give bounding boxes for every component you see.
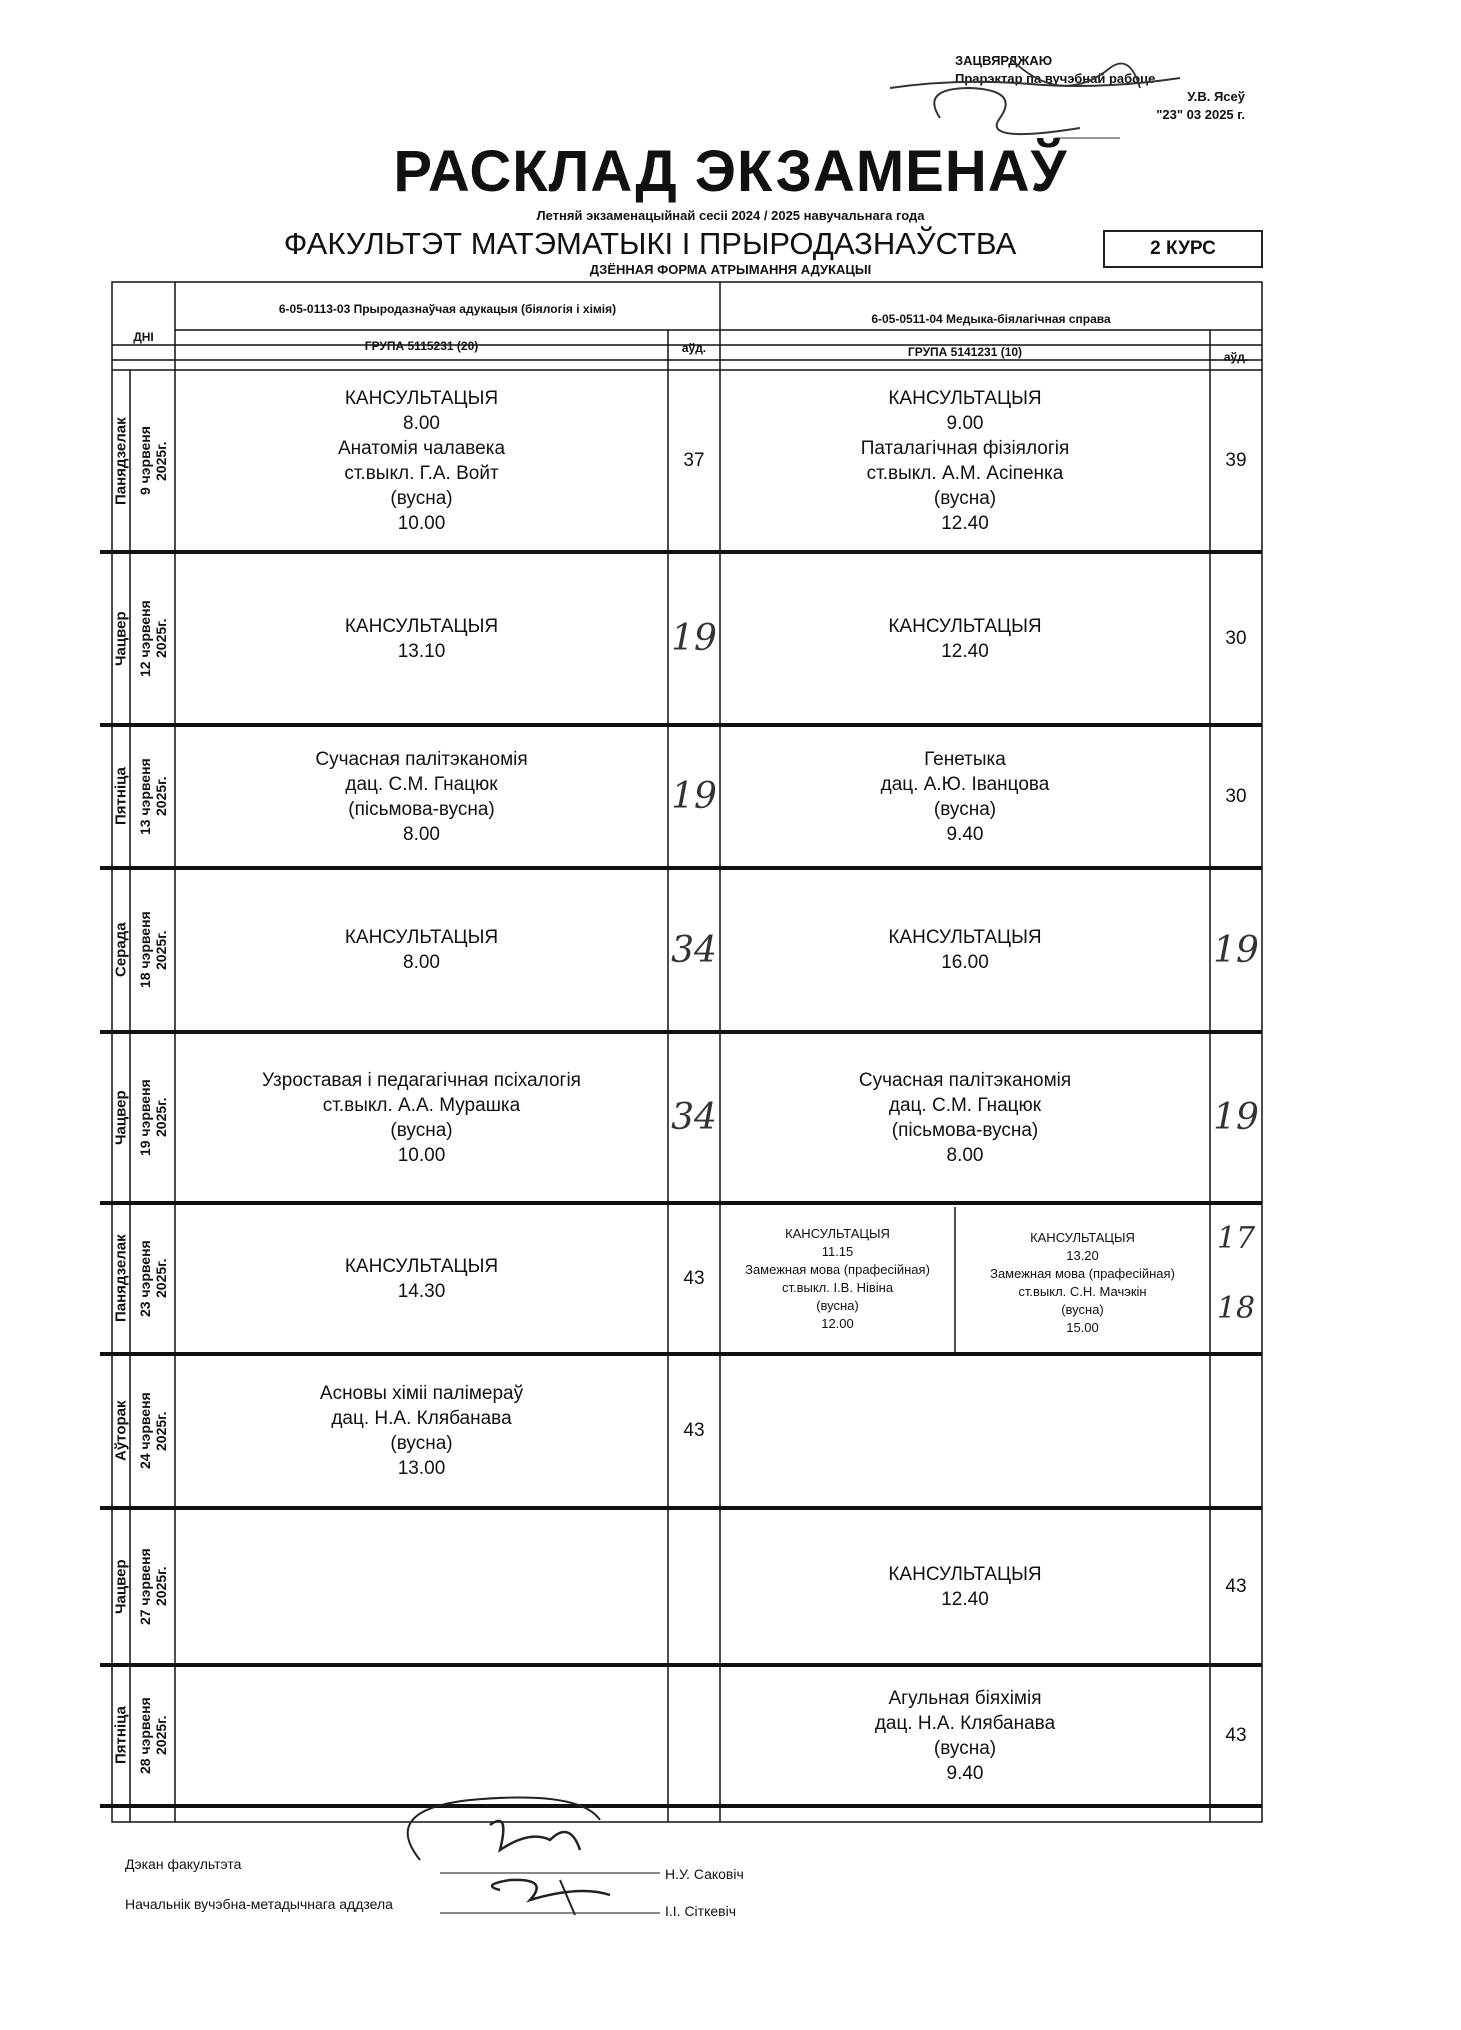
group2-cell-line: Сучасная палітэканомія [858,1069,1072,1091]
group2-cell [720,1354,1210,1508]
spec2-header: 6-05-0511-04 Медыка-біялагічная справа [871,312,1111,326]
group2-room: 39 [1225,450,1247,471]
group1-room: 37 [683,450,705,471]
group2-room: 43 [1225,1724,1247,1746]
group1-cell-line: 13.10 [397,640,446,662]
group2-cell-line: (вусна) [933,798,997,820]
group2-cell-line: КАНСУЛЬТАЦЫЯ [888,615,1042,637]
group1-cell [175,1354,668,1508]
group1-cell [175,725,668,868]
group2-cell-line: дац. С.М. Гнацюк [888,1094,1042,1116]
group1-cell-line: 8.00 [403,413,440,434]
group2-subgroup-b-line: Замежная мова (прафесійная) [990,1265,1175,1281]
group2-cell-line: Агульная біяхімія [888,1687,1042,1709]
group1-cell-line: (вусна) [390,1433,453,1454]
group1-cell [175,1203,668,1354]
group2-cell [720,1665,1210,1806]
group2-subgroup-b-line: ст.выкл. С.Н. Мачэкін [1018,1283,1147,1299]
room1-header: аўд. [681,341,707,355]
day-name: Чацвер [112,1559,130,1614]
group2-cell [720,552,1210,725]
group2-cell [720,725,1210,868]
group2-header: ГРУПА 5141231 (10) [907,345,1023,359]
group2-cell-line: дац. Н.А. Клябанава [874,1712,1056,1734]
group1-cell-line: 13.00 [397,1458,446,1479]
group2-cell-line: (вусна) [933,1737,997,1759]
group2-cell-line: Паталагічная фізіялогія [860,438,1070,459]
room2-header: аўд. [1223,350,1249,364]
day-name: Чацвер [112,1090,130,1145]
group2-subgroup-b-line: КАНСУЛЬТАЦЫЯ [1030,1229,1135,1245]
day-name: Панядзелак [112,417,130,505]
day-date: 19 чэрвеня 2025г. [137,1079,169,1156]
group2-cell-line: (вусна) [933,488,997,509]
group1-cell-line: 14.30 [397,1280,446,1302]
group2-cell-line: (пісьмова-вусна) [891,1119,1039,1141]
group1-cell [175,1508,668,1665]
group1-room: 19 [671,776,717,817]
days-header: ДНІ [133,330,154,344]
group1-cell-line: 10.00 [397,1144,446,1166]
group1-room: 43 [683,1420,705,1441]
group2-cell-line: 12.40 [941,640,989,662]
group2-cell-line: КАНСУЛЬТАЦЫЯ [888,927,1042,948]
group2-subgroup-a-line: 12.00 [821,1315,854,1331]
group2-cell [720,370,1210,552]
group2-cell [720,868,1210,1032]
day-date: 24 чэрвеня 2025г. [137,1392,169,1470]
day-date: 9 чэрвеня 2025г. [137,426,169,496]
group2-subgroup-a-line: 11.15 [821,1243,854,1259]
group2-subgroup-b-cell [955,1207,1210,1358]
group1-room: 34 [671,929,717,971]
group2-cell-line: 12.40 [941,513,989,534]
group1-cell-line: (пісьмова-вусна) [348,798,495,820]
group2-subgroup-a-line: ст.выкл. І.В. Нівіна [781,1279,894,1295]
group2-cell-line: КАНСУЛЬТАЦЫЯ [888,1563,1042,1585]
group1-cell-line: КАНСУЛЬТАЦЫЯ [344,927,499,948]
group1-cell-line: ст.выкл. Г.А. Войт [344,463,499,484]
day-name: Пятніца [112,1706,130,1765]
course-badge: 2 КУРС [1103,230,1263,268]
page-title: РАСКЛАД ЭКЗАМЕНАЎ [393,139,1068,204]
group1-room [668,1508,720,1665]
education-form: ДЗЁННАЯ ФОРМА АТРЫМАННЯ АДУКАЦЫІ [589,262,872,277]
group1-cell-line: ст.выкл. А.А. Мурашка [322,1094,521,1116]
group1-cell-line: Сучасная палітэканомія [315,748,528,770]
day-date: 12 чэрвеня 2025г. [137,600,169,677]
day-date: 13 чэрвеня 2025г. [137,758,169,835]
group1-cell-line: дац. С.М. Гнацюк [345,773,498,795]
dean-label: Дэкан факультэта [125,1856,242,1872]
group2-room: 19 [1213,929,1259,971]
group2-subgroup-a-line: Замежная мова (прафесійная) [745,1261,930,1277]
head-name: І.І. Сіткевіч [665,1903,736,1919]
faculty-title: ФАКУЛЬТЭТ МАТЭМАТЫКІ І ПРЫРОДАЗНАЎСТВА [283,226,1017,261]
group2-room [1210,1354,1262,1508]
approval-name: У.В. Ясеў [1187,89,1245,104]
group2-subgroup-b-line: (вусна) [1061,1301,1104,1317]
group1-cell-line: дац. Н.А. Клябанава [331,1408,512,1429]
group1-cell-line: (вусна) [390,1119,453,1141]
group2-subgroup-a-line: (вусна) [816,1297,859,1313]
group2-cell-line: дац. А.Ю. Іванцова [880,773,1050,795]
group1-cell-line: Анатомія чалавека [337,438,506,459]
group1-room [668,1665,720,1806]
group2-room-b: 18 [1216,1290,1256,1326]
day-name: Панядзелак [112,1234,130,1323]
head-label: Начальнік вучэбна-метадычнага аддзела [125,1896,393,1912]
dean-name: Н.У. Саковіч [665,1866,744,1882]
day-date: 23 чэрвеня 2025г. [137,1240,169,1317]
group2-cell-line: 16.00 [941,952,989,973]
spec1-header: 6-05-0113-03 Прыродазнаўчая адукацыя (біялогія і хімія) [278,302,617,316]
approval-position: Прарэктар па вучэбнай рабоце [955,71,1156,86]
group1-cell-line: КАНСУЛЬТАЦЫЯ [344,1255,499,1277]
group1-cell-line: КАНСУЛЬТАЦЫЯ [344,388,499,409]
group2-cell-line: 9.00 [946,413,984,434]
group2-room-a: 17 [1216,1220,1256,1256]
group2-cell [720,1508,1210,1665]
group2-subgroup-b-line: 15.00 [1066,1319,1099,1335]
group2-cell-line: 12.40 [941,1588,989,1610]
group1-cell [175,552,668,725]
group1-cell [175,1032,668,1203]
group2-room: 19 [1213,1097,1259,1138]
group1-cell [175,868,668,1032]
group1-cell-line: 10.00 [397,513,446,534]
day-date: 27 чэрвеня 2025г. [137,1548,169,1625]
group1-cell [175,1665,668,1806]
group1-cell-line: (вусна) [390,488,453,509]
group2-cell [720,1032,1210,1203]
group2-cell-line: Генетыка [924,748,1006,770]
group1-room: 34 [671,1097,717,1138]
group1-room: 19 [671,618,717,659]
group2-subgroup-b-line: 13.20 [1066,1247,1099,1263]
day-name: Серада [112,922,130,978]
day-name: Чацвер [112,611,130,666]
group1-room: 43 [683,1267,705,1289]
group1-cell [175,370,668,552]
approval-title: ЗАЦВЯРДЖАЮ [955,53,1053,68]
approval-date: "23" 03 2025 г. [1156,107,1245,122]
group2-room: 43 [1225,1575,1247,1597]
group2-room: 30 [1225,627,1247,649]
day-name: Аўторак [112,1400,130,1462]
group2-subgroup-a-line: КАНСУЛЬТАЦЫЯ [785,1225,890,1241]
day-date: 28 чэрвеня 2025г. [137,1697,169,1774]
group2-cell-line: 9.40 [946,823,984,845]
group1-cell-line: Узроставая і педагагічная псіхалогія [262,1069,581,1091]
session-subtitle: Летняй экзаменацыйнай сесіі 2024 / 2025 навучальнага года [536,208,925,223]
group1-cell-line: 8.00 [403,823,440,845]
group2-cell-line: ст.выкл. А.М. Асіпенка [866,463,1064,484]
day-date: 18 чэрвеня 2025г. [137,911,169,989]
group1-cell-line: Асновы хіміі палімераў [319,1383,524,1404]
group2-room: 30 [1225,785,1247,807]
signatures-handwritten [380,1790,680,1930]
group2-cell-line: 8.00 [946,1144,984,1166]
group1-cell-line: 8.00 [403,952,440,973]
group2-subgroup-a-cell [720,1203,955,1354]
group2-cell-line: 9.40 [946,1762,984,1784]
group2-cell-line: КАНСУЛЬТАЦЫЯ [888,388,1042,409]
group1-header: ГРУПА 5115231 (20) [364,339,479,353]
group1-cell-line: КАНСУЛЬТАЦЫЯ [344,615,499,637]
day-name: Пятніца [112,767,130,826]
